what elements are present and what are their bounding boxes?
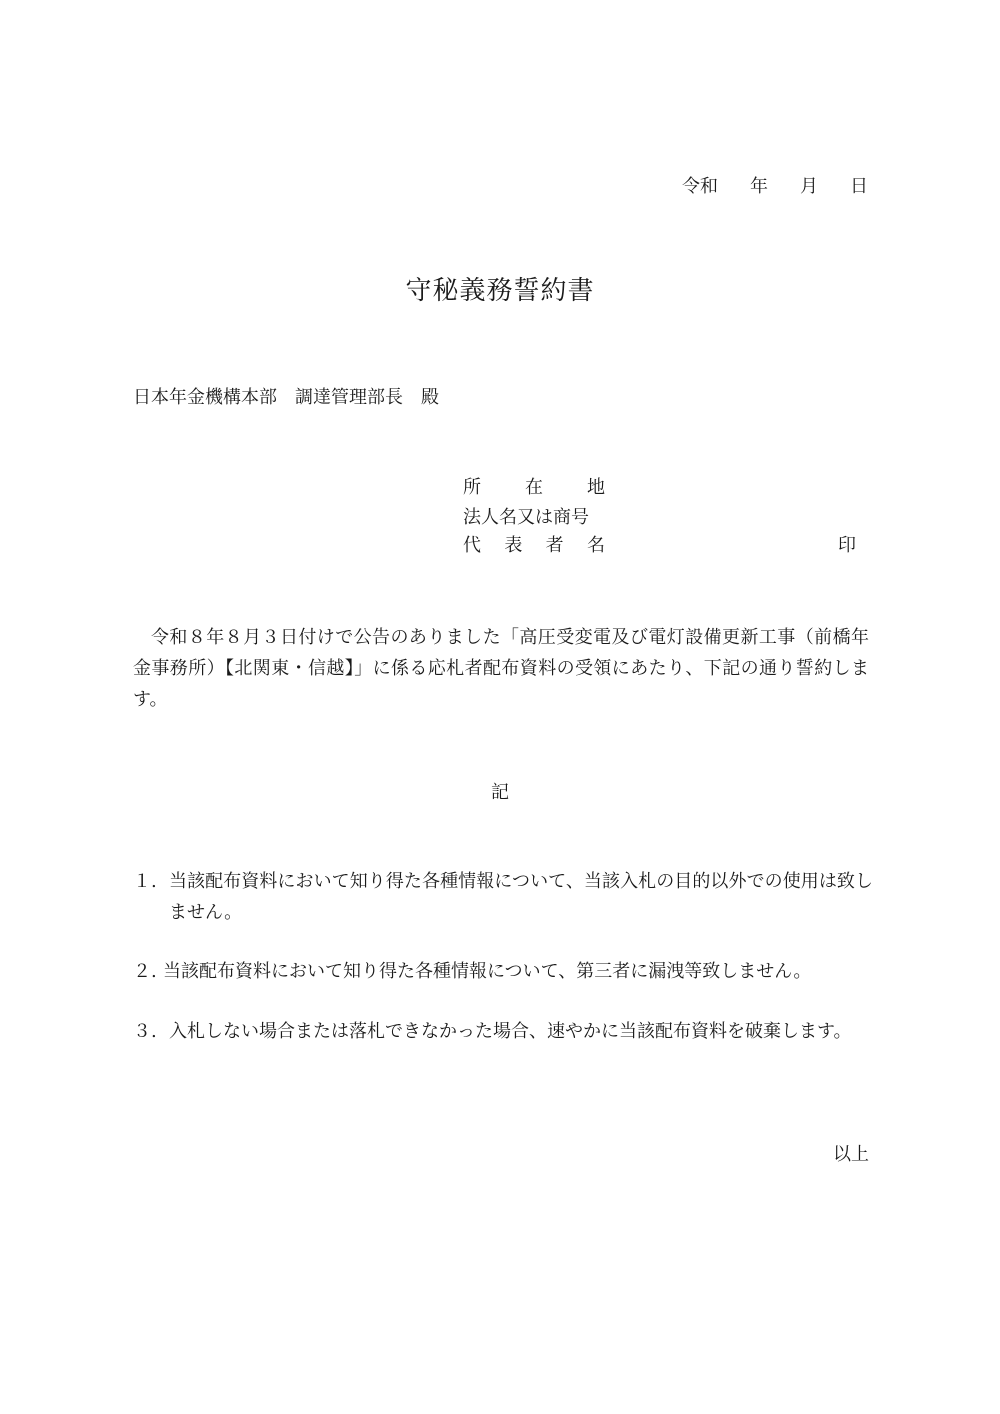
list-item-number: ３. bbox=[133, 1021, 157, 1042]
list-item-text: 入札しない場合または落札できなかった場合、速やかに当該配布資料を破棄します。 bbox=[169, 1021, 852, 1042]
list-item bbox=[133, 866, 873, 928]
list-item-number: ２. bbox=[133, 961, 157, 982]
ki-heading: 記 bbox=[491, 782, 509, 803]
date-year: 年 bbox=[750, 176, 768, 197]
list-item-text: 当該配布資料において知り得た各種情報について、当該入札の目的以外での使用は致しません。 bbox=[169, 871, 873, 923]
list-item-text: 当該配布資料において知り得た各種情報について、第三者に漏洩等致しません。 bbox=[163, 961, 812, 982]
address-label-char: 所 bbox=[463, 477, 481, 498]
representative-label-char: 者 bbox=[545, 535, 564, 556]
date-era: 令和 bbox=[682, 176, 718, 197]
sender-representative-label bbox=[463, 531, 605, 557]
sender-address-label bbox=[463, 473, 605, 499]
list-item bbox=[133, 956, 873, 987]
seal-mark: 印 bbox=[838, 535, 856, 556]
intro-paragraph: 令和８年８月３日付けで公告のありました「高圧受変電及び電灯設備更新工事（前橋年金事務所）【北関東・信越】」に係る応札者配布資料の受領にあたり、下記の通り誓約します。 bbox=[133, 627, 869, 710]
date-line bbox=[682, 172, 868, 198]
representative-label-char: 名 bbox=[586, 535, 605, 556]
closing-text: 以上 bbox=[833, 1144, 869, 1165]
list-item bbox=[133, 1016, 873, 1047]
date-month: 月 bbox=[800, 176, 818, 197]
document-title: 守秘義務誓約書 bbox=[405, 276, 595, 306]
address-label-char: 地 bbox=[587, 477, 605, 498]
sender-company-label: 法人名又は商号 bbox=[463, 507, 589, 528]
list-item-number: １. bbox=[133, 871, 157, 892]
representative-label-char: 代 bbox=[463, 535, 481, 556]
representative-label-char: 表 bbox=[504, 535, 523, 556]
addressee: 日本年金機構本部 調達管理部長 殿 bbox=[133, 387, 439, 408]
date-day: 日 bbox=[850, 176, 868, 197]
address-label-char: 在 bbox=[525, 477, 543, 498]
